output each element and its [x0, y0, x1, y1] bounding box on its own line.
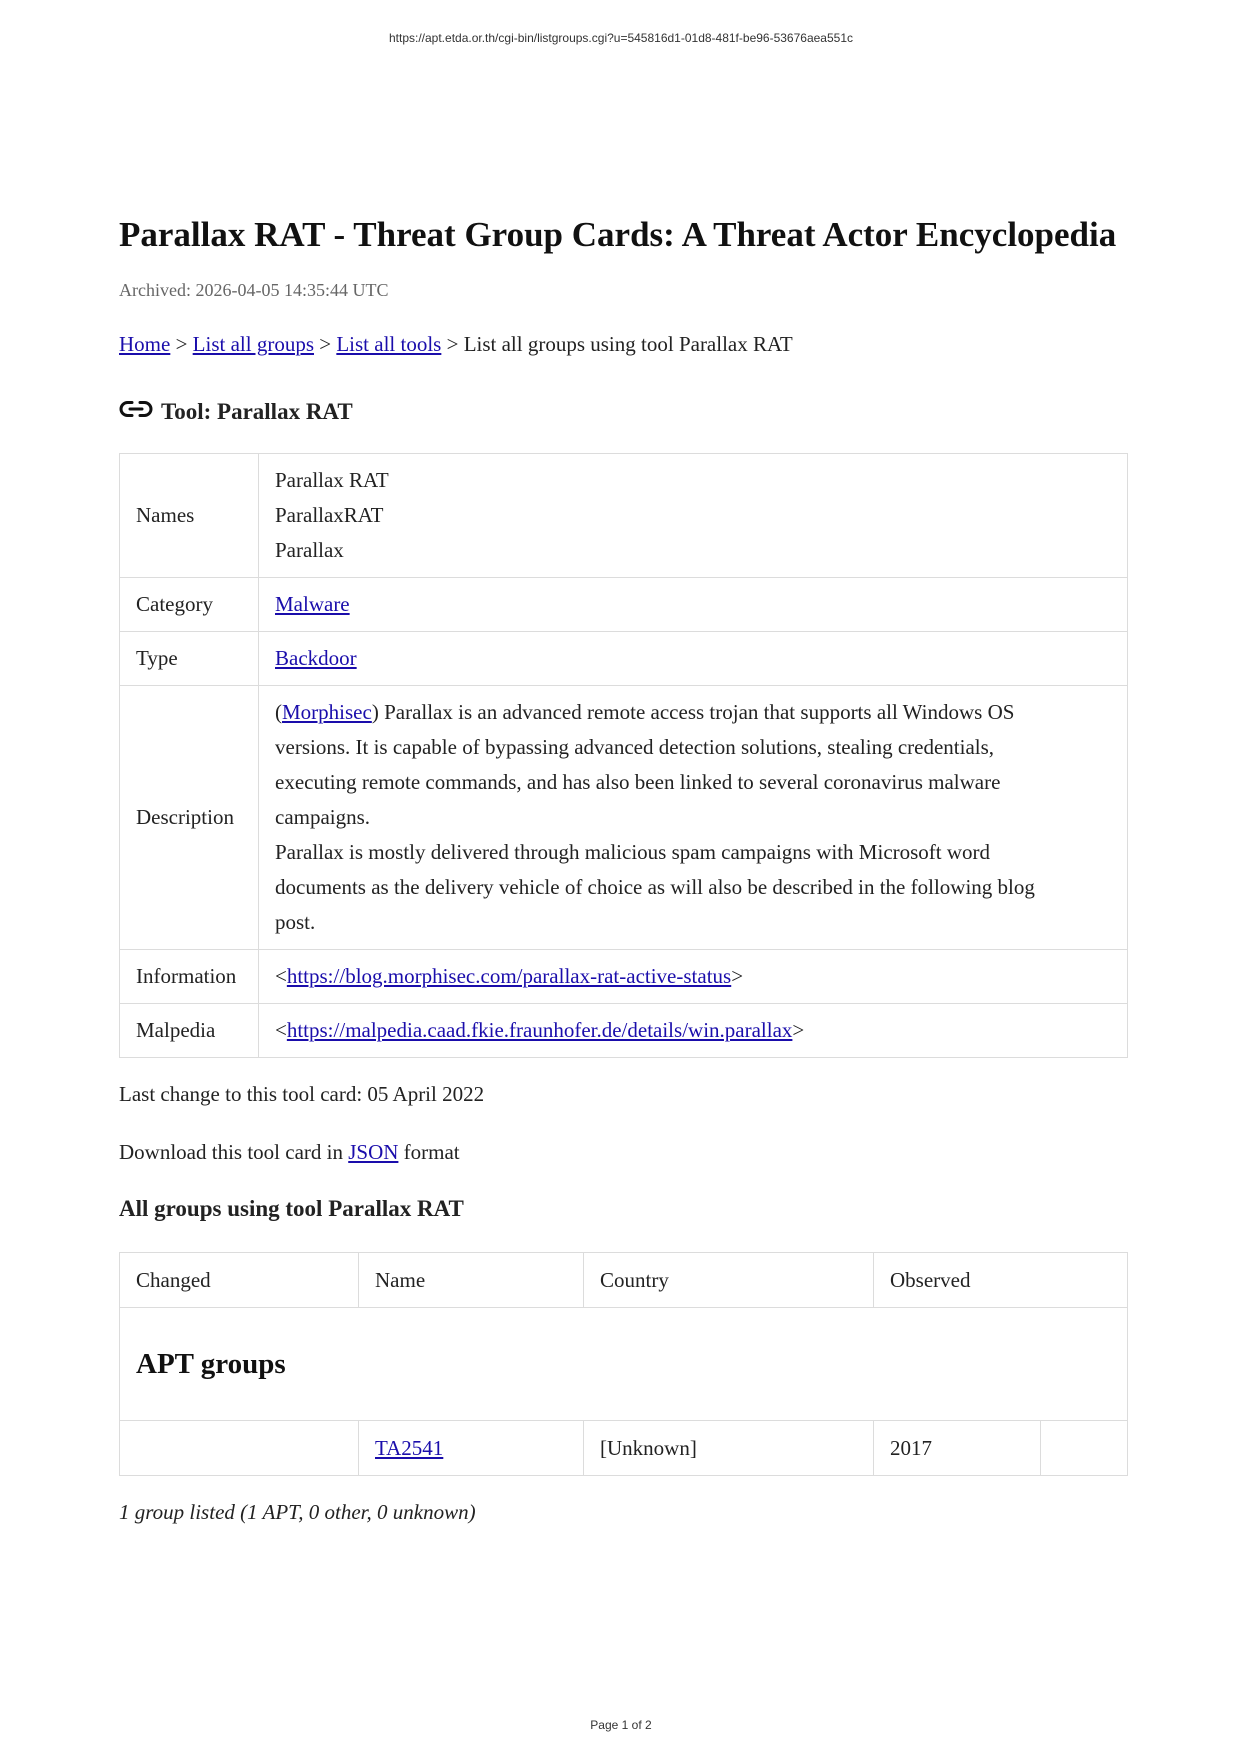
type-row [120, 632, 1128, 686]
group-link[interactable]: TA2541 [375, 1435, 444, 1460]
apt-section-row [120, 1308, 1128, 1421]
breadcrumb-list-tools-link[interactable]: List all tools [336, 332, 442, 356]
breadcrumb-home-link[interactable]: Home [119, 332, 171, 356]
column-header-changed: Changed [120, 1253, 359, 1308]
description-value [259, 686, 1128, 950]
breadcrumb [119, 330, 1128, 358]
type-link[interactable]: Backdoor [275, 646, 357, 670]
archived-timestamp: Archived: 2026-04-05 14:35:44 UTC [119, 280, 389, 300]
malpedia-label: Malpedia [120, 1004, 259, 1058]
angle-close: > [731, 964, 744, 988]
description-paren: ( [275, 700, 282, 724]
type-value [259, 632, 1128, 686]
breadcrumb-list-groups-link[interactable]: List all groups [192, 332, 314, 356]
print-url-header: https://apt.etda.or.th/cgi-bin/listgroups.cgi?u=545816d1-01d8-481f-be96-53676aea551c [388, 31, 853, 45]
description-line: post. [275, 910, 316, 934]
main-content [119, 212, 1128, 1526]
angle-open: < [275, 1018, 287, 1042]
cell-name [359, 1421, 584, 1476]
description-text: ) Parallax is an advanced remote access trojan that supports all Windows OS [371, 700, 1015, 724]
description-line: campaigns. [275, 805, 371, 829]
breadcrumb-separator: > [446, 332, 459, 356]
groups-section-title: All groups using tool Parallax RAT [119, 1196, 464, 1221]
download-line [119, 1138, 1128, 1166]
column-header-observed: Observed [874, 1253, 1128, 1308]
page-number: Page 1 of 2 [590, 1718, 652, 1732]
cell-extra [1041, 1421, 1128, 1476]
tool-name: Parallax RAT [275, 468, 389, 492]
tool-title: Tool: Parallax RAT [161, 399, 353, 424]
names-row [120, 454, 1128, 578]
groups-header-row [120, 1253, 1128, 1308]
breadcrumb-current: List all groups using tool Parallax RAT [463, 332, 793, 356]
type-label: Type [120, 632, 259, 686]
download-prefix: Download this tool card in [119, 1140, 349, 1164]
table-row [120, 1421, 1128, 1476]
link-icon [119, 400, 153, 418]
description-label: Description [120, 686, 259, 950]
category-value [259, 578, 1128, 632]
names-value [259, 454, 1128, 578]
description-source-link[interactable]: Morphisec [282, 700, 372, 724]
malpedia-row [120, 1004, 1128, 1058]
cell-observed: 2017 [874, 1421, 1041, 1476]
description-row [120, 686, 1128, 950]
information-value [259, 950, 1128, 1004]
tool-name: ParallaxRAT [275, 503, 384, 527]
breadcrumb-separator: > [175, 332, 188, 356]
category-label: Category [120, 578, 259, 632]
download-suffix: format [398, 1140, 460, 1164]
column-header-country: Country [584, 1253, 874, 1308]
column-header-name: Name [359, 1253, 584, 1308]
description-line: Parallax is mostly delivered through malicious spam campaigns with Microsoft word [275, 840, 991, 864]
breadcrumb-separator: > [319, 332, 332, 356]
tool-name: Parallax [275, 538, 344, 562]
groups-summary: 1 group listed (1 APT, 0 other, 0 unknown) [119, 1500, 476, 1524]
information-row [120, 950, 1128, 1004]
angle-open: < [275, 964, 287, 988]
cell-country: [Unknown] [584, 1421, 874, 1476]
malpedia-link[interactable]: https://malpedia.caad.fkie.fraunhofer.de/details/win.parallax [286, 1018, 793, 1042]
tool-info-table [119, 453, 1128, 1058]
description-line [275, 695, 1111, 730]
information-label: Information [120, 950, 259, 1004]
last-change-text: Last change to this tool card: 05 April 2022 [119, 1082, 485, 1106]
cell-changed [120, 1421, 359, 1476]
groups-table [119, 1252, 1128, 1476]
page-title: Parallax RAT - Threat Group Cards: A Threat Actor Encyclopedia [119, 215, 1117, 254]
category-link[interactable]: Malware [275, 592, 350, 616]
angle-close: > [792, 1018, 805, 1042]
apt-groups-heading: APT groups [120, 1308, 1128, 1421]
description-line: versions. It is capable of bypassing advanced detection solutions, stealing credentials, [275, 735, 995, 759]
description-line: executing remote commands, and has also been linked to several coronavirus malware [275, 770, 1001, 794]
names-label: Names [120, 454, 259, 578]
information-link[interactable]: https://blog.morphisec.com/parallax-rat-active-status [286, 964, 732, 988]
json-download-link[interactable]: JSON [348, 1140, 399, 1164]
category-row [120, 578, 1128, 632]
malpedia-value [259, 1004, 1128, 1058]
tool-heading [119, 391, 1128, 427]
description-line: documents as the delivery vehicle of choice as will also be described in the following blog [275, 875, 1035, 899]
